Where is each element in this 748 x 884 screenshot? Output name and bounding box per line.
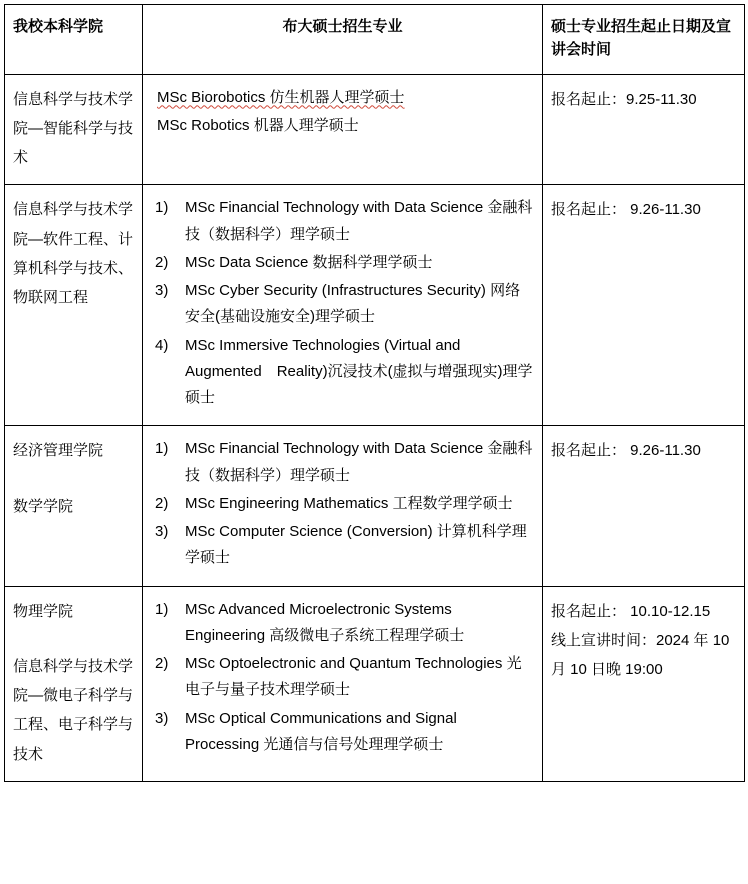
cell-majors: [143, 426, 543, 586]
majors-list: [151, 195, 534, 411]
major-item: [151, 491, 534, 517]
cell-dates: [543, 426, 745, 586]
date-line: 报名起止： 9.26-11.30: [551, 442, 701, 460]
cell-dates: [543, 74, 745, 185]
table-header-row: [5, 5, 745, 75]
list-number: 1): [155, 440, 169, 458]
majors-list: [151, 436, 534, 571]
major-text: MSc Optical Communications and Signal Processing 光通信与信号处理理学硕士: [185, 709, 457, 753]
table-body: [5, 74, 745, 781]
major-line: MSc Robotics 机器人理学硕士: [157, 116, 359, 134]
cell-school: [5, 426, 143, 586]
table-row: [5, 586, 745, 781]
list-number: 2): [155, 494, 169, 512]
list-number: 3): [155, 282, 169, 299]
major-item: [151, 278, 534, 331]
major-item: [151, 436, 534, 489]
cell-school: [5, 74, 143, 185]
header-cell-dates: 硕士专业招生起止日期及宣讲会时间: [543, 5, 745, 75]
date-line: 报名起止： 9.26-11.30: [551, 201, 701, 219]
header-cell-majors: 布大硕士招生专业: [143, 5, 543, 75]
major-item: [151, 519, 534, 572]
list-number: 3): [155, 709, 169, 727]
major-item: [151, 195, 534, 248]
cell-dates: [543, 586, 745, 781]
major-text: MSc Computer Science (Conversion) 计算机科学理学硕士: [185, 523, 527, 567]
major-line-text: MSc Biorobotics 仿生机器人理学硕士: [157, 88, 405, 106]
date-line: 月 10 日晚 19:00: [551, 661, 663, 678]
major-item: [151, 706, 534, 759]
cell-majors: [143, 74, 543, 185]
list-number: 2): [155, 253, 169, 271]
list-number: 1): [155, 199, 169, 217]
list-number: 2): [155, 655, 169, 672]
major-text: MSc Financial Technology with Data Science 金融科技（数据科学）理学硕士: [185, 440, 533, 484]
cell-dates: [543, 185, 745, 426]
major-item: [151, 333, 534, 412]
list-number: 4): [155, 336, 169, 354]
list-number: 3): [155, 523, 169, 540]
cell-school: [5, 185, 143, 426]
major-item: [151, 597, 534, 650]
table-row: [5, 426, 745, 586]
major-line: [151, 85, 534, 111]
major-text: MSc Financial Technology with Data Science 金融科技（数据科学）理学硕士: [185, 199, 533, 243]
major-text: MSc Advanced Microelectronic Systems Engineering 高级微电子系统工程理学硕士: [185, 600, 465, 644]
table-row: [5, 74, 745, 185]
cell-school: [5, 586, 143, 781]
major-text: MSc Engineering Mathematics 工程数学理学硕士: [185, 494, 513, 512]
list-number: 1): [155, 600, 169, 618]
school-name: 信息科学与技术学院—微电子科学与工程、电子科学与技术: [13, 657, 134, 763]
major-item: [151, 651, 534, 704]
table-header: [5, 5, 745, 75]
majors-list: [151, 597, 534, 759]
major-text: MSc Optoelectronic and Quantum Technologies 光电子与量子技术理学硕士: [185, 655, 522, 699]
major-item: [151, 250, 534, 276]
school-name: 数学学院: [13, 497, 74, 515]
header-cell-school: 我校本科学院: [5, 5, 143, 75]
school-name: 物理学院: [13, 602, 74, 620]
cell-majors: [143, 185, 543, 426]
major-text: MSc Immersive Technologies (Virtual and Augmented Reality)沉浸技术(虚拟与增强现实)理学硕士: [185, 336, 533, 406]
date-line: 报名起止：9.25-11.30: [551, 90, 697, 108]
school-name: 经济管理学院: [13, 442, 104, 460]
date-line: 报名起止： 10.10-12.15: [551, 602, 711, 620]
school-name: 信息科学与技术学院—软件工程、计算机科学与技术、物联网工程: [13, 201, 134, 306]
major-text: MSc Data Science 数据科学理学硕士: [185, 253, 433, 271]
table-row: [5, 185, 745, 426]
date-line: 线上宣讲时间：2024 年 10: [551, 631, 730, 649]
major-text: MSc Cyber Security (Infrastructures Security) 网络安全(基础设施安全)理学硕士: [185, 282, 521, 326]
admissions-table: [4, 4, 745, 782]
school-name: 信息科学与技术学院—智能科学与技术: [13, 90, 134, 166]
cell-majors: [143, 586, 543, 781]
